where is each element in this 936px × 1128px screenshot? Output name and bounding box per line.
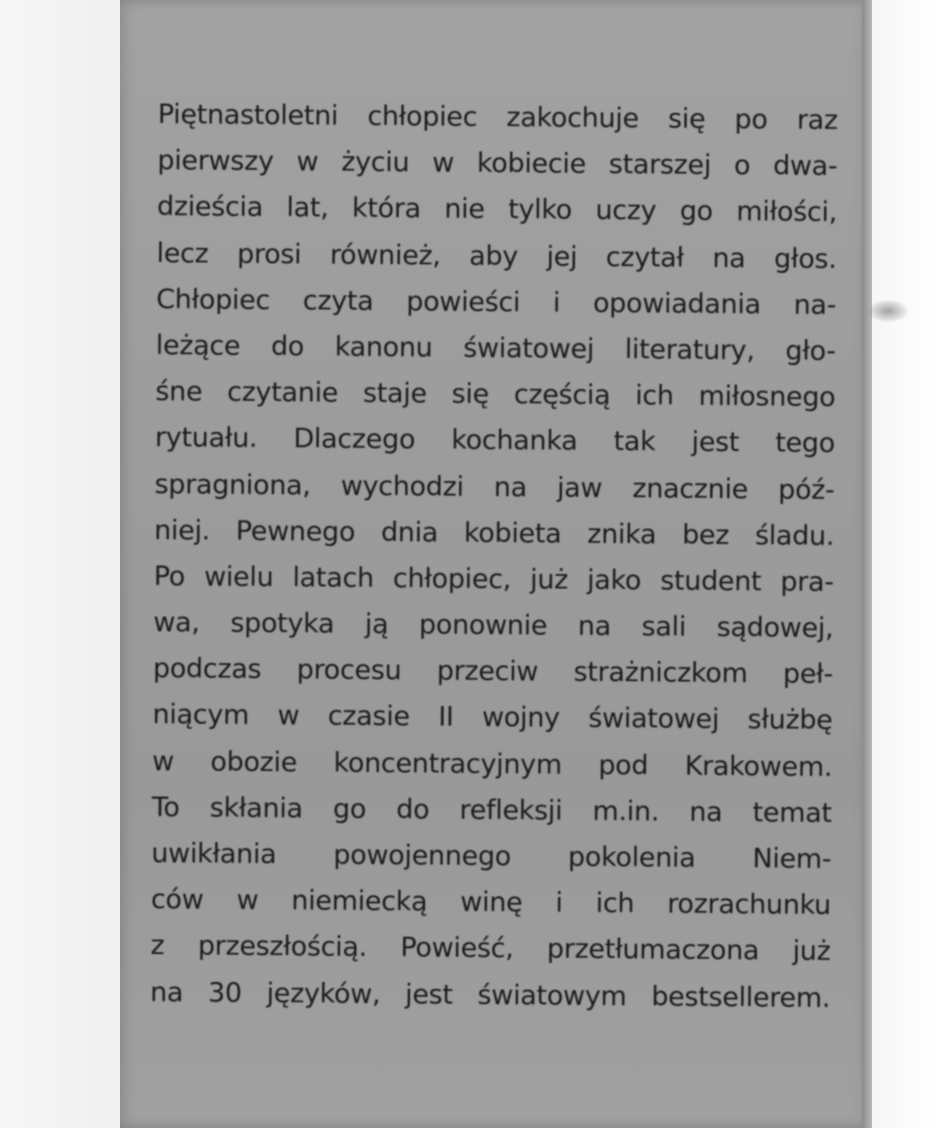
smudge-mark [868, 300, 908, 322]
blurb-line: na 30 języków, jest światowym bestsellerem. [150, 976, 831, 1014]
blurb-line: leżące do kanonu światowej literatury, gło- [155, 329, 836, 367]
blurb-line: niącym w czasie II wojny światowej służbę [152, 699, 833, 737]
blurb-line: wa, spotyka ją ponownie na sali sądowej, [153, 607, 834, 644]
blurb-line: rytuału. Dlaczego kochanka tak jest tego [154, 422, 836, 460]
blurb-line: uwikłania powojennego pokolenia Niem- [151, 837, 832, 875]
blurb-line: podczas procesu przeciw strażniczkom peł- [152, 653, 834, 691]
book-blurb-text [150, 92, 838, 1022]
blurb-line: z przeszłością. Powieść, przetłumaczona już [150, 930, 831, 968]
blurb-line: Chłopiec czyta powieści i opowiadania na- [156, 283, 837, 321]
blurb-line: ców w niemiecką winę i ich rozrachunku [150, 884, 832, 922]
blurb-line: niej. Pewnego dnia kobieta znika bez śladu. [154, 514, 835, 552]
blurb-line: lecz prosi również, aby jej czytał na głos. [156, 237, 837, 275]
blurb-line: śne czytanie staje się częścią ich miłosnego [155, 376, 836, 414]
blurb-line: pierwszy w życiu w kobiecie starszej o dwa- [157, 145, 838, 183]
blurb-line: spragniona, wychodzi na jaw znacznie póź- [154, 468, 835, 506]
blurb-line: Po wielu latach chłopiec, już jako student pra- [153, 560, 834, 598]
blurb-line: w obozie koncentracyjnym pod Krakowem. [152, 745, 833, 783]
blurb-line: Piętnastoletni chłopiec zakochuje się po raz [157, 98, 838, 136]
background-surface-left [0, 0, 140, 1128]
book-cover-edge [862, 0, 872, 1128]
blurb-line: To skłania go do refleksji m.in. na temat [151, 791, 832, 829]
blurb-line: dzieścia lat, która nie tylko uczy go miłości, [156, 191, 838, 229]
